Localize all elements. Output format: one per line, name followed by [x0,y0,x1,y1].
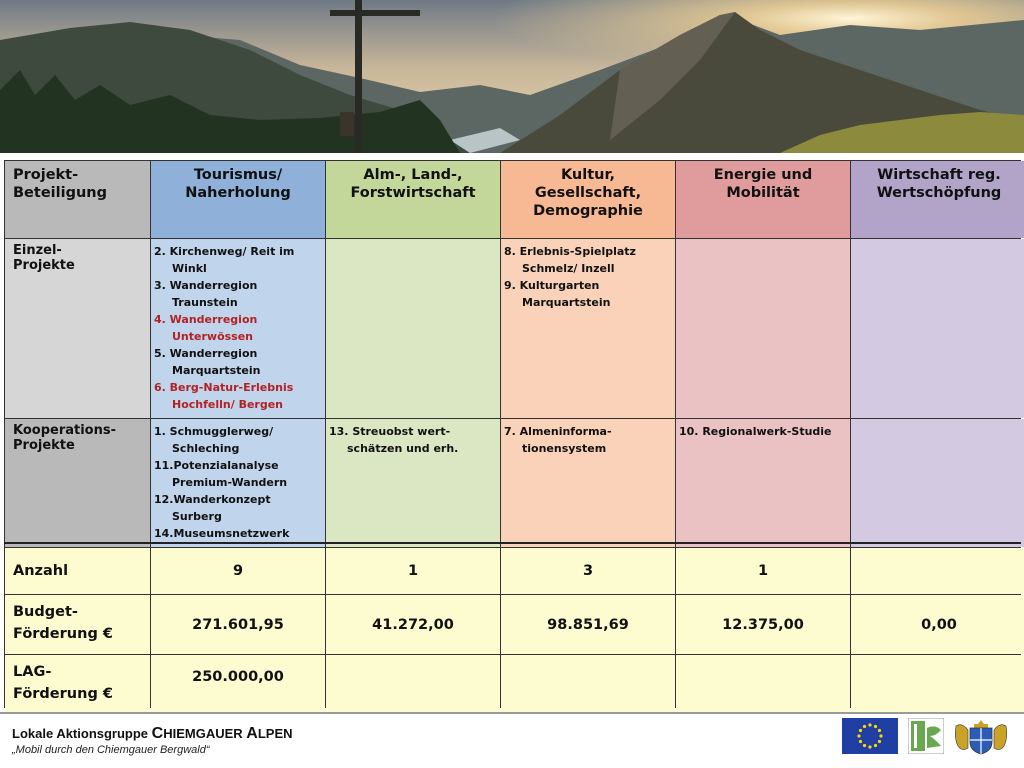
koop-kultur-cell [501,419,675,547]
einzel-tourismus-list [151,239,325,413]
koop-wirtschaft-list [851,419,1024,423]
koop-energie-list [676,419,850,440]
koop-tourismus-cell [151,419,325,547]
project-item: 13. Streuobst wert- schätzen und erh. [329,425,459,455]
header-alm-text: Alm-, Land-, Forstwirtschaft [350,167,476,201]
row-label-lag-text: LAG- Förderung € [13,664,113,702]
lag-alm [326,655,500,714]
organization-name [12,725,293,743]
koop-tourismus-list [151,419,325,542]
project-item: 14.Museumsnetzwerk [154,527,290,540]
project-item: 11.Potenzialanalyse Premium-Wandern [154,459,288,489]
row-label-budget-text: Budget- Förderung € [13,604,113,642]
einzel-kultur-list [501,239,675,311]
einzel-alm-list [326,239,500,243]
lag-kultur [501,655,675,714]
header-energie [676,161,850,238]
org-name-part-1: HIEMGAUER [163,726,247,741]
koop-energie-cell [676,419,850,547]
row-label-einzel-text: Einzel- Projekte [13,243,75,273]
org-initial-a: A [246,725,258,742]
anzahl-tourismus: 9 [151,548,325,594]
header-wirtschaft [851,161,1024,238]
einzel-tourismus-cell [151,239,325,418]
org-prefix: Lokale Aktionsgruppe [12,726,152,741]
eu-flag-icon [842,718,898,758]
koop-kultur-list [501,419,675,457]
project-item: 12.Wanderkonzept Surberg [154,493,271,523]
table-section-divider [4,542,1021,544]
einzel-energie-cell [676,239,850,418]
org-name-part-2: LPEN [257,726,293,741]
project-item: 5. Wanderregion Marquartstein [154,347,261,377]
header-energie-text: Energie und Mobilität [713,167,813,201]
row-label-lag [5,655,150,714]
row-label-kooperation [5,419,150,547]
project-item: 3. Wanderregion Traunstein [154,279,258,309]
einzel-wirtschaft-list [851,239,1024,243]
project-item: 2. Kirchenweg/ Reit im Winkl [154,245,295,275]
bavaria-coat-of-arms-icon [952,718,1010,760]
koop-wirtschaft-cell [851,419,1024,547]
lag-tourismus: 250.000,00 [151,655,325,714]
koop-alm-list [326,419,500,457]
footer [0,712,1024,768]
project-overview-table [4,160,1021,708]
einzel-alm-cell [326,239,500,418]
mountain-landscape-image [0,0,1024,153]
einzel-energie-list [676,239,850,243]
row-label-budget [5,595,150,654]
project-item: 8. Erlebnis-Spielplatz Schmelz/ Inzell [504,245,636,275]
budget-kultur: 98.851,69 [501,595,675,654]
row-label-anzahl-text: Anzahl [13,563,69,579]
header-wirtschaft-text: Wirtschaft reg. Wertschöpfung [876,167,1002,201]
row-label-einzel [5,239,150,418]
lag-energie [676,655,850,714]
footer-rule [0,712,1024,714]
einzel-kultur-cell [501,239,675,418]
lag-wirtschaft [851,655,1024,714]
header-kultur [501,161,675,238]
header-kultur-text: Kultur, Gesellschaft, Demographie [533,167,643,219]
slogan: „Mobil durch den Chiemgauer Bergwald“ [12,744,210,756]
anzahl-energie: 1 [676,548,850,594]
header-photo [0,0,1024,153]
anzahl-alm: 1 [326,548,500,594]
header-tourismus-text: Tourismus/ Naherholung [185,167,291,201]
org-initial-c: C [151,725,164,742]
budget-tourismus: 271.601,95 [151,595,325,654]
koop-alm-cell [326,419,500,547]
header-projekt-beteiligung [5,161,150,238]
budget-wirtschaft: 0,00 [851,595,1024,654]
project-item: 4. Wanderregion Unterwössen [154,313,258,343]
project-item: 10. Regionalwerk-Studie [679,425,832,438]
einzel-wirtschaft-cell [851,239,1024,418]
header-alm-land-forst [326,161,500,238]
row-label-anzahl [5,548,150,594]
row-label-kooperation-text: Kooperations- Projekte [13,423,117,453]
project-item: 7. Almeninforma- tionensystem [504,425,612,455]
budget-alm: 41.272,00 [326,595,500,654]
header-tourismus [151,161,325,238]
anzahl-wirtschaft [851,548,1024,594]
project-item: 6. Berg-Natur-Erlebnis Hochfelln/ Bergen [154,381,294,411]
project-item: 1. Schmugglerweg/ Schleching [154,425,274,455]
budget-energie: 12.375,00 [676,595,850,654]
anzahl-kultur: 3 [501,548,675,594]
header-projekt-text: Projekt- Beteiligung [13,167,107,201]
leader-logo-icon [908,718,944,758]
project-item: 9. Kulturgarten Marquartstein [504,279,611,309]
